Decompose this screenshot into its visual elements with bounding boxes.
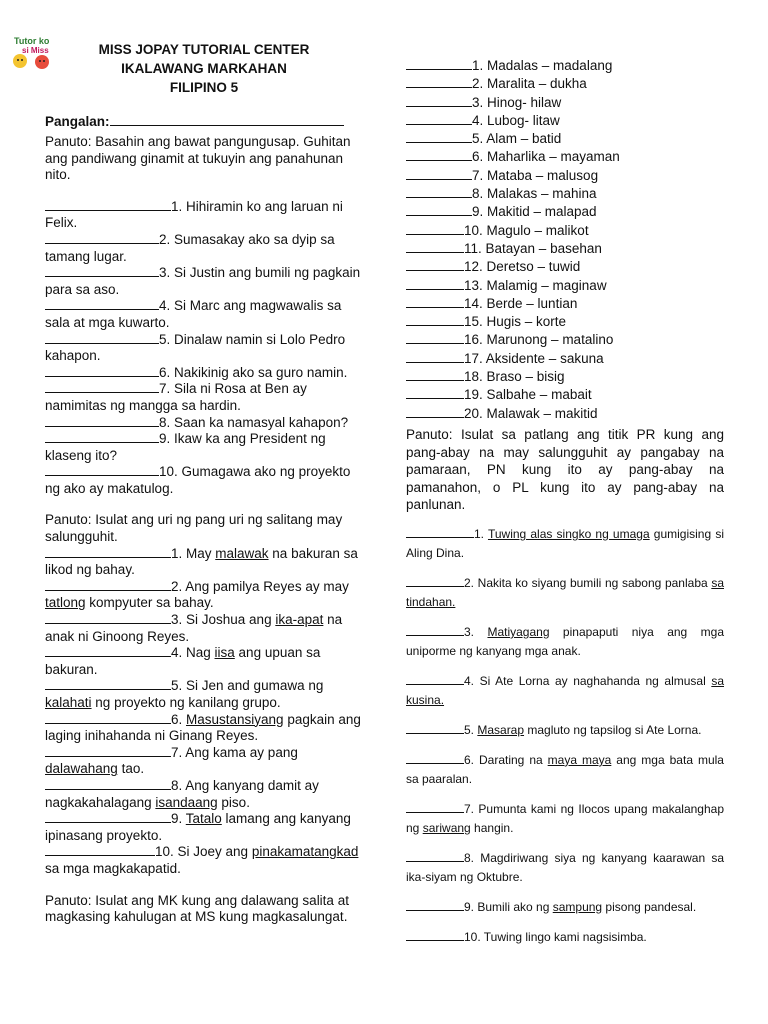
word-pair-text: 12. Deretso – tuwid — [464, 259, 581, 275]
answer-blank[interactable] — [45, 243, 159, 244]
question-text: ng proyekto ng kanilang grupo. — [91, 695, 281, 710]
answer-blank[interactable] — [406, 179, 472, 180]
word-pair-item — [406, 94, 724, 112]
answer-blank[interactable] — [45, 822, 171, 823]
underlined-phrase: sariwang — [422, 820, 471, 835]
left-column — [45, 134, 363, 926]
answer-blank[interactable] — [406, 861, 464, 862]
answer-blank[interactable] — [406, 763, 464, 764]
question-text: 1. — [474, 526, 488, 541]
question-text: 2. Sumasakay ako sa dyip sa tamang lugar. — [45, 231, 335, 264]
word-pair-item — [406, 313, 724, 331]
question-item — [45, 415, 363, 432]
answer-blank[interactable] — [406, 215, 472, 216]
question-item — [45, 579, 363, 612]
header-subtitle: IKALAWANG MARKAHAN — [121, 61, 287, 76]
question-text: 1. May — [171, 545, 216, 561]
question-item — [45, 844, 363, 877]
answer-blank[interactable] — [45, 623, 171, 624]
answer-blank[interactable] — [406, 910, 464, 911]
answer-blank[interactable] — [406, 197, 472, 198]
question-text: 2. Nakita ko siyang bumili ng sabong panlaba — [464, 575, 712, 590]
answer-blank[interactable] — [406, 940, 464, 941]
question-item — [406, 574, 724, 612]
question-item — [406, 898, 724, 917]
underlined-phrase: maya maya — [547, 752, 612, 767]
underlined-phrase: sa tindahan. — [406, 575, 724, 609]
question-text: 10. Tuwing lingo kami nagsisimba. — [464, 929, 647, 944]
question-item — [45, 365, 363, 382]
answer-blank[interactable] — [45, 590, 171, 591]
question-text: 8. Saan ka namasyal kahapon? — [159, 414, 349, 430]
word-pair-text: 7. Mataba – malusog — [472, 167, 599, 183]
question-text: piso. — [217, 794, 250, 810]
word-pair-text: 2. Maralita – dukha — [472, 76, 587, 92]
question-text: 7. Pumunta kami ng Ilocos upang makalanghap ng — [406, 801, 724, 835]
question-item — [45, 332, 363, 365]
question-text: pinapaputi niya ang mga uniporme ng kanyang mga anak. — [406, 624, 724, 658]
section1-list — [45, 199, 363, 498]
question-text: magluto ng tapsilog si Ate Lorna. — [524, 722, 702, 737]
question-text: 9. Ikaw ka ang President ng klaseng ito? — [45, 431, 326, 463]
word-pair-item — [406, 240, 724, 258]
answer-blank[interactable] — [406, 234, 464, 235]
answer-blank[interactable] — [45, 442, 159, 443]
word-pair-item — [406, 277, 724, 295]
underlined-word: tatlong — [45, 595, 86, 611]
question-text: tao. — [117, 761, 145, 777]
word-pair-text: 15. Hugis – korte — [464, 314, 567, 330]
word-pair-item — [406, 258, 724, 276]
question-item — [45, 612, 363, 645]
answer-blank[interactable] — [45, 392, 159, 393]
question-item — [406, 928, 724, 947]
answer-blank[interactable] — [45, 210, 171, 211]
question-text: 4. Nag — [171, 645, 215, 661]
answer-blank[interactable] — [406, 142, 472, 143]
question-text: pisong pandesal. — [602, 899, 697, 914]
question-item — [406, 623, 724, 661]
underlined-word: ika-apat — [275, 612, 324, 628]
question-text: lamang ang kanyang ipinasang proyekto. — [45, 811, 351, 843]
word-pair-text: 9. Makitid – malapad — [472, 204, 597, 220]
name-label: Pangalan: — [45, 114, 110, 129]
question-text: 7. Sila ni Rosa at Ben ay namimitas ng mangga sa hardin. — [45, 381, 307, 413]
question-text: 10. Si Joey ang — [155, 844, 252, 860]
word-pair-item — [406, 222, 724, 240]
question-item — [406, 849, 724, 887]
answer-blank[interactable] — [45, 855, 155, 856]
underlined-phrase: Matiyagang — [487, 624, 550, 639]
question-text: pagkain ang laging inihahanda ni Ginang Reyes. — [45, 711, 361, 744]
underlined-word: malawak — [215, 545, 269, 561]
answer-blank[interactable] — [406, 537, 474, 538]
word-pair-item — [406, 112, 724, 130]
word-pair-text: 13. Malamig – maginaw — [464, 277, 607, 293]
question-text: 10. Gumagawa ako ng proyekto ng ako ay makatulog. — [45, 464, 351, 496]
question-item — [45, 712, 363, 745]
header-title: MISS JOPAY TUTORIAL CENTER — [98, 42, 310, 57]
question-text: kompyuter sa bahay. — [85, 595, 214, 611]
answer-blank[interactable] — [406, 106, 472, 107]
section3-list — [406, 57, 724, 423]
word-pair-text: 1. Madalas – madalang — [472, 58, 613, 73]
question-item — [45, 464, 363, 497]
underlined-word: dalawahang — [45, 761, 118, 777]
logo-text: si Miss — [22, 46, 49, 55]
question-text: 8. Ang kanyang damit ay nagkakahalagang — [45, 777, 319, 810]
answer-blank[interactable] — [406, 69, 472, 70]
question-item — [406, 721, 724, 740]
question-text: sa mga magkakapatid. — [45, 860, 181, 876]
question-item — [45, 298, 363, 331]
section2-instruction: Panuto: Isulat ang uri ng pang uri ng salitang may salungguhit. — [45, 512, 343, 545]
section2-list — [45, 546, 363, 878]
question-item — [406, 672, 724, 710]
question-item — [406, 525, 724, 563]
answer-blank[interactable] — [45, 756, 171, 757]
question-text: na anak ni Ginoong Reyes. — [45, 612, 343, 644]
answer-blank[interactable] — [406, 684, 464, 685]
answer-blank[interactable] — [45, 376, 159, 377]
word-pair-item — [406, 148, 724, 166]
question-text: hangin. — [470, 820, 514, 835]
question-text: 2. Ang pamilya Reyes ay may — [171, 578, 349, 594]
word-pair-text: 16. Marunong – matalino — [464, 332, 614, 348]
question-text: 4. Si Marc ang magwawalis sa sala at mga kuwarto. — [45, 298, 342, 330]
question-text: ang mga bata mula sa paaralan. — [406, 752, 724, 786]
word-pair-text: 20. Malawak – makitid — [464, 405, 598, 421]
answer-blank[interactable] — [406, 124, 472, 125]
question-text: 4. Si Ate Lorna ay naghahanda ng almusal — [464, 673, 712, 688]
answer-blank[interactable] — [406, 398, 464, 399]
word-pair-item — [406, 368, 724, 386]
question-item — [406, 800, 724, 838]
word-pair-item — [406, 405, 724, 423]
answer-blank[interactable] — [406, 362, 464, 363]
question-item — [45, 645, 363, 678]
answer-blank[interactable] — [406, 635, 464, 636]
answer-blank[interactable] — [45, 723, 171, 724]
answer-blank[interactable] — [45, 309, 159, 310]
underlined-phrase: sampung — [552, 899, 603, 914]
question-text: 6. Nakikinig ako sa guro namin. — [159, 364, 348, 380]
question-text: 5. — [464, 722, 478, 737]
question-item — [45, 232, 363, 265]
logo-child-head-icon — [13, 54, 27, 68]
question-text: 5. Si Jen and gumawa ng — [171, 678, 324, 694]
word-pair-item — [406, 350, 724, 368]
question-item — [45, 431, 363, 464]
answer-blank[interactable] — [406, 380, 464, 381]
name-field[interactable] — [45, 114, 344, 129]
question-item — [45, 811, 363, 844]
word-pair-item — [406, 57, 724, 75]
question-text: 8. Magdiriwang siya ng kanyang kaarawan sa ika-siyam ng Oktubre. — [406, 850, 724, 884]
underlined-word: kalahati — [45, 695, 92, 710]
answer-blank[interactable] — [45, 656, 171, 657]
word-pair-item — [406, 203, 724, 221]
answer-blank[interactable] — [406, 270, 464, 271]
question-item — [45, 678, 363, 711]
answer-blank[interactable] — [45, 557, 171, 558]
question-text: na bakuran sa likod ng bahay. — [45, 545, 358, 578]
question-item — [45, 778, 363, 811]
word-pair-item — [406, 331, 724, 349]
underlined-phrase: Tuwing alas singko ng umaga — [487, 526, 650, 541]
underlined-phrase: sa kusina. — [406, 673, 724, 707]
answer-blank[interactable] — [45, 343, 159, 344]
answer-blank[interactable] — [406, 586, 464, 587]
underlined-word: Tatalo — [185, 811, 222, 827]
document-header — [45, 40, 363, 97]
question-item — [406, 751, 724, 789]
answer-blank[interactable] — [45, 475, 159, 476]
answer-blank[interactable] — [45, 789, 171, 790]
word-pair-text: 10. Magulo – malikot — [464, 222, 589, 238]
word-pair-text: 6. Maharlika – mayaman — [472, 149, 620, 165]
question-item — [45, 546, 363, 579]
word-pair-text: 4. Lubog- litaw — [472, 112, 560, 128]
word-pair-text: 19. Salbahe – mabait — [464, 387, 592, 403]
question-text: 1. Hihiramin ko ang laruan ni Felix. — [45, 198, 343, 231]
section4-list — [406, 525, 724, 947]
question-text: gumigising si Aling Dina. — [406, 526, 724, 560]
word-pair-text: 3. Hinog- hilaw — [472, 94, 562, 110]
underlined-word: iisa — [214, 645, 235, 661]
section3-instruction: Panuto: Isulat ang MK kung ang dalawang salita at magkasing kahulugan at MS kung magkasalungat. — [45, 892, 349, 925]
question-text: 3. — [464, 624, 488, 639]
word-pair-text: 18. Braso – bisig — [464, 369, 565, 385]
word-pair-text: 11. Batayan – basehan — [464, 240, 602, 256]
question-text: 6. Darating na — [464, 752, 548, 767]
question-text: 3. Si Joshua ang — [171, 612, 276, 628]
answer-blank[interactable] — [406, 252, 464, 253]
answer-blank[interactable] — [406, 733, 464, 734]
word-pair-item — [406, 167, 724, 185]
question-text: 5. Dinalaw namin si Lolo Pedro kahapon. — [45, 331, 346, 364]
word-pair-item — [406, 185, 724, 203]
word-pair-text: 14. Berde – luntian — [464, 295, 578, 311]
header-subject: FILIPINO 5 — [169, 80, 239, 95]
answer-blank[interactable] — [406, 160, 472, 161]
question-text: 9. — [171, 811, 186, 827]
answer-blank[interactable] — [406, 307, 464, 308]
underlined-word: pinakamatangkad — [251, 844, 359, 860]
answer-blank[interactable] — [406, 325, 464, 326]
question-text: 9. Bumili ako ng — [464, 899, 553, 914]
answer-blank[interactable] — [45, 276, 159, 277]
logo-text: Tutor ko — [14, 36, 50, 46]
answer-blank[interactable] — [406, 289, 464, 290]
question-item — [45, 381, 363, 414]
question-text: 6. — [171, 711, 187, 727]
right-column — [406, 57, 724, 958]
word-pair-item — [406, 386, 724, 404]
question-text: ang upuan sa bakuran. — [45, 645, 321, 677]
answer-blank[interactable] — [406, 812, 464, 813]
question-text: 3. Si Justin ang bumili ng pagkain para sa aso. — [45, 265, 361, 297]
underlined-phrase: Masarap — [477, 722, 525, 737]
word-pair-text: 17. Aksidente – sakuna — [464, 350, 604, 366]
word-pair-text: 8. Malakas – mahina — [472, 186, 597, 202]
answer-blank[interactable] — [406, 417, 464, 418]
word-pair-item — [406, 130, 724, 148]
question-text: 7. Ang kama ay pang — [171, 744, 298, 760]
answer-blank[interactable] — [406, 87, 472, 88]
word-pair-item — [406, 75, 724, 93]
section4-instruction: Panuto: Isulat sa patlang ang titik PR kung ang pang-abay na may salungguhit ay pangabay na pamaraan, PN kung ito ay pang-abay na pamanahon, o PL kung ito ay pang-abay na panlunan. — [406, 426, 724, 513]
word-pair-text: 5. Alam – batid — [472, 131, 562, 147]
answer-blank[interactable] — [45, 426, 159, 427]
question-item — [45, 745, 363, 778]
word-pair-item — [406, 295, 724, 313]
question-item — [45, 199, 363, 232]
answer-blank[interactable] — [406, 343, 464, 344]
answer-blank[interactable] — [45, 689, 171, 690]
name-blank[interactable] — [110, 125, 344, 126]
question-item — [45, 265, 363, 298]
underlined-word: Masustansiyang — [186, 711, 284, 727]
underlined-word: isandaang — [155, 794, 218, 810]
section1-instruction: Panuto: Basahin ang bawat pangungusap. Guhitan ang pandiwang ginamit at tukuyin ang panahunan nito. — [45, 134, 351, 183]
